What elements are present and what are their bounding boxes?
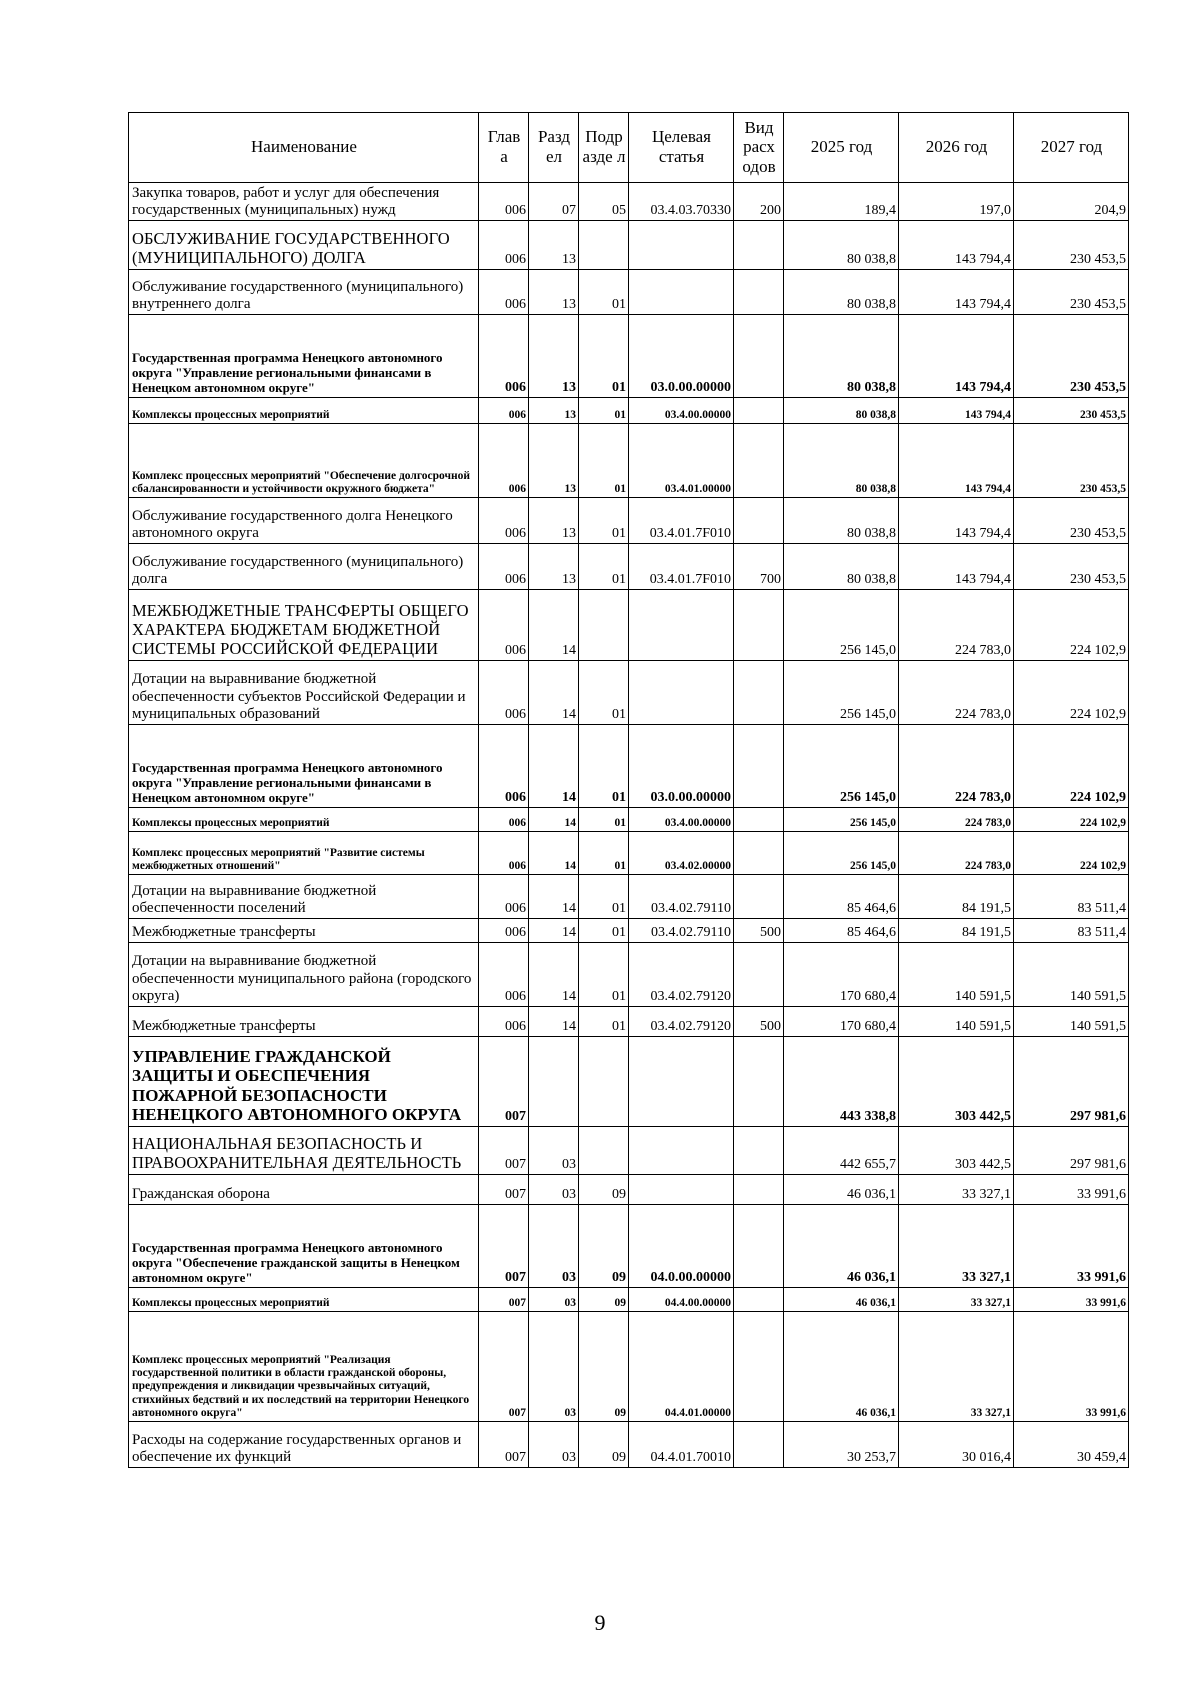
row-podr: 09 bbox=[579, 1175, 629, 1205]
row-razd: 13 bbox=[529, 221, 579, 270]
row-name: Межбюджетные трансферты bbox=[129, 1007, 479, 1037]
row-vid bbox=[734, 1205, 784, 1288]
row-glav: 006 bbox=[479, 661, 529, 725]
row-vid: 200 bbox=[734, 183, 784, 221]
row-razd: 14 bbox=[529, 808, 579, 832]
row-razd: 14 bbox=[529, 661, 579, 725]
row-vid bbox=[734, 1422, 784, 1468]
row-2026: 140 591,5 bbox=[899, 943, 1014, 1007]
header-row bbox=[129, 113, 1129, 183]
row-vid bbox=[734, 1288, 784, 1312]
header-glav: Глав а bbox=[479, 113, 529, 183]
row-glav: 007 bbox=[479, 1312, 529, 1422]
row-2026: 84 191,5 bbox=[899, 919, 1014, 943]
budget-table bbox=[128, 112, 1129, 1468]
row-razd: 07 bbox=[529, 183, 579, 221]
row-2027: 33 991,6 bbox=[1014, 1175, 1129, 1205]
row-vid bbox=[734, 1312, 784, 1422]
page-number: 9 bbox=[594, 1610, 606, 1635]
row-2025: 30 253,7 bbox=[784, 1422, 899, 1468]
header-razd: Разд ел bbox=[529, 113, 579, 183]
row-razd: 03 bbox=[529, 1288, 579, 1312]
table-row bbox=[129, 183, 1129, 221]
row-target: 03.4.01.7F010 bbox=[629, 498, 734, 544]
row-2025: 46 036,1 bbox=[784, 1312, 899, 1422]
row-2026: 143 794,4 bbox=[899, 398, 1014, 424]
row-glav: 006 bbox=[479, 943, 529, 1007]
row-glav: 006 bbox=[479, 270, 529, 315]
row-2025: 256 145,0 bbox=[784, 832, 899, 875]
row-2027: 224 102,9 bbox=[1014, 832, 1129, 875]
table-row bbox=[129, 875, 1129, 919]
row-vid bbox=[734, 661, 784, 725]
row-podr bbox=[579, 590, 629, 661]
table-row bbox=[129, 398, 1129, 424]
row-2027: 230 453,5 bbox=[1014, 498, 1129, 544]
row-2025: 256 145,0 bbox=[784, 661, 899, 725]
table-row bbox=[129, 1175, 1129, 1205]
row-2026: 143 794,4 bbox=[899, 270, 1014, 315]
row-2026: 197,0 bbox=[899, 183, 1014, 221]
row-2025: 256 145,0 bbox=[784, 808, 899, 832]
row-razd: 03 bbox=[529, 1175, 579, 1205]
row-vid: 500 bbox=[734, 919, 784, 943]
row-name: Межбюджетные трансферты bbox=[129, 919, 479, 943]
row-2025: 189,4 bbox=[784, 183, 899, 221]
row-vid bbox=[734, 221, 784, 270]
row-glav: 007 bbox=[479, 1127, 529, 1175]
table-row bbox=[129, 919, 1129, 943]
row-2026: 303 442,5 bbox=[899, 1127, 1014, 1175]
row-target: 03.4.03.70330 bbox=[629, 183, 734, 221]
row-2026: 143 794,4 bbox=[899, 498, 1014, 544]
row-glav: 006 bbox=[479, 498, 529, 544]
row-2025: 80 038,8 bbox=[784, 544, 899, 590]
row-glav: 007 bbox=[479, 1205, 529, 1288]
table-row bbox=[129, 1422, 1129, 1468]
row-podr: 01 bbox=[579, 725, 629, 808]
table-row bbox=[129, 221, 1129, 270]
row-2027: 230 453,5 bbox=[1014, 424, 1129, 498]
row-razd: 13 bbox=[529, 315, 579, 398]
row-2025: 80 038,8 bbox=[784, 221, 899, 270]
row-glav: 007 bbox=[479, 1288, 529, 1312]
row-target: 03.0.00.00000 bbox=[629, 315, 734, 398]
row-vid bbox=[734, 832, 784, 875]
table-row bbox=[129, 1288, 1129, 1312]
header-podr: Подр азде л bbox=[579, 113, 629, 183]
row-name: Комплексы процессных мероприятий bbox=[129, 808, 479, 832]
table-row bbox=[129, 544, 1129, 590]
row-razd: 14 bbox=[529, 875, 579, 919]
row-2027: 224 102,9 bbox=[1014, 590, 1129, 661]
row-razd: 14 bbox=[529, 832, 579, 875]
row-target bbox=[629, 661, 734, 725]
row-podr bbox=[579, 1037, 629, 1127]
row-2027: 83 511,4 bbox=[1014, 919, 1129, 943]
row-2025: 46 036,1 bbox=[784, 1175, 899, 1205]
row-podr: 01 bbox=[579, 315, 629, 398]
row-target: 04.0.00.00000 bbox=[629, 1205, 734, 1288]
row-name: Обслуживание государственного (муниципального) долга bbox=[129, 544, 479, 590]
row-2025: 442 655,7 bbox=[784, 1127, 899, 1175]
row-2025: 85 464,6 bbox=[784, 919, 899, 943]
row-podr: 01 bbox=[579, 544, 629, 590]
row-2026: 33 327,1 bbox=[899, 1205, 1014, 1288]
row-vid: 500 bbox=[734, 1007, 784, 1037]
row-podr bbox=[579, 1127, 629, 1175]
row-glav: 006 bbox=[479, 875, 529, 919]
row-glav: 006 bbox=[479, 1007, 529, 1037]
row-podr: 01 bbox=[579, 270, 629, 315]
row-2027: 297 981,6 bbox=[1014, 1037, 1129, 1127]
row-2027: 230 453,5 bbox=[1014, 544, 1129, 590]
row-target: 03.4.02.79120 bbox=[629, 1007, 734, 1037]
header-target: Целевая статья bbox=[629, 113, 734, 183]
row-glav: 006 bbox=[479, 808, 529, 832]
row-podr: 01 bbox=[579, 875, 629, 919]
table-row bbox=[129, 498, 1129, 544]
row-2026: 224 783,0 bbox=[899, 808, 1014, 832]
table-row bbox=[129, 661, 1129, 725]
row-2025: 443 338,8 bbox=[784, 1037, 899, 1127]
row-podr: 01 bbox=[579, 832, 629, 875]
header-2025: 2025 год bbox=[784, 113, 899, 183]
row-name: Закупка товаров, работ и услуг для обеспечения государственных (муниципальных) нужд bbox=[129, 183, 479, 221]
table-row bbox=[129, 1037, 1129, 1127]
row-razd: 14 bbox=[529, 590, 579, 661]
row-podr: 09 bbox=[579, 1205, 629, 1288]
table-row bbox=[129, 590, 1129, 661]
row-2025: 80 038,8 bbox=[784, 398, 899, 424]
row-podr: 01 bbox=[579, 919, 629, 943]
table-row bbox=[129, 424, 1129, 498]
row-name: Государственная программа Ненецкого автономного округа "Управление региональными финансами в Ненецком автономном округе" bbox=[129, 315, 479, 398]
row-name: Комплекс процессных мероприятий "Реализация государственной политики в области гражданской обороны, предупреждения и ликвидации чрезвычайных ситуаций, стихийных бедствий и их последствий на территории Ненецкого автономного округа" bbox=[129, 1312, 479, 1422]
row-razd: 03 bbox=[529, 1312, 579, 1422]
row-2026: 143 794,4 bbox=[899, 544, 1014, 590]
row-target: 03.4.02.79120 bbox=[629, 943, 734, 1007]
row-target: 04.4.01.00000 bbox=[629, 1312, 734, 1422]
table-row bbox=[129, 832, 1129, 875]
row-2025: 46 036,1 bbox=[784, 1288, 899, 1312]
row-vid bbox=[734, 1127, 784, 1175]
row-razd: 03 bbox=[529, 1127, 579, 1175]
table-row bbox=[129, 1205, 1129, 1288]
row-razd: 14 bbox=[529, 725, 579, 808]
row-vid bbox=[734, 270, 784, 315]
row-2027: 204,9 bbox=[1014, 183, 1129, 221]
row-glav: 006 bbox=[479, 919, 529, 943]
row-2027: 140 591,5 bbox=[1014, 943, 1129, 1007]
row-razd: 03 bbox=[529, 1205, 579, 1288]
row-name: Комплексы процессных мероприятий bbox=[129, 398, 479, 424]
row-vid bbox=[734, 943, 784, 1007]
row-glav: 006 bbox=[479, 725, 529, 808]
row-glav: 006 bbox=[479, 315, 529, 398]
row-2027: 230 453,5 bbox=[1014, 221, 1129, 270]
row-glav: 006 bbox=[479, 832, 529, 875]
row-name: Государственная программа Ненецкого автономного округа "Обеспечение гражданской защиты в Ненецком автономном округе" bbox=[129, 1205, 479, 1288]
row-target: 03.4.00.00000 bbox=[629, 398, 734, 424]
row-target bbox=[629, 270, 734, 315]
row-target: 03.0.00.00000 bbox=[629, 725, 734, 808]
row-2026: 224 783,0 bbox=[899, 725, 1014, 808]
row-2026: 33 327,1 bbox=[899, 1312, 1014, 1422]
table-row bbox=[129, 943, 1129, 1007]
row-podr: 09 bbox=[579, 1422, 629, 1468]
row-2025: 256 145,0 bbox=[784, 590, 899, 661]
row-target bbox=[629, 1175, 734, 1205]
row-razd: 13 bbox=[529, 544, 579, 590]
row-vid bbox=[734, 875, 784, 919]
row-2026: 143 794,4 bbox=[899, 221, 1014, 270]
row-2027: 33 991,6 bbox=[1014, 1205, 1129, 1288]
row-name: Обслуживание государственного (муниципального) внутреннего долга bbox=[129, 270, 479, 315]
row-podr: 01 bbox=[579, 424, 629, 498]
row-name: Обслуживание государственного долга Ненецкого автономного округа bbox=[129, 498, 479, 544]
header-2026: 2026 год bbox=[899, 113, 1014, 183]
row-2026: 143 794,4 bbox=[899, 424, 1014, 498]
row-name: МЕЖБЮДЖЕТНЫЕ ТРАНСФЕРТЫ ОБЩЕГО ХАРАКТЕРА БЮДЖЕТАМ БЮДЖЕТНОЙ СИСТЕМЫ РОССИЙСКОЙ ФЕДЕРАЦИИ bbox=[129, 590, 479, 661]
row-vid bbox=[734, 498, 784, 544]
row-glav: 006 bbox=[479, 424, 529, 498]
row-2027: 140 591,5 bbox=[1014, 1007, 1129, 1037]
table-row bbox=[129, 1007, 1129, 1037]
row-2027: 297 981,6 bbox=[1014, 1127, 1129, 1175]
row-2027: 33 991,6 bbox=[1014, 1312, 1129, 1422]
header-2027: 2027 год bbox=[1014, 113, 1129, 183]
row-name: НАЦИОНАЛЬНАЯ БЕЗОПАСНОСТЬ И ПРАВООХРАНИТЕЛЬНАЯ ДЕЯТЕЛЬНОСТЬ bbox=[129, 1127, 479, 1175]
header-name: Наименование bbox=[129, 113, 479, 183]
row-2027: 33 991,6 bbox=[1014, 1288, 1129, 1312]
row-podr: 01 bbox=[579, 498, 629, 544]
row-name: Комплекс процессных мероприятий "Развитие системы межбюджетных отношений" bbox=[129, 832, 479, 875]
row-2025: 256 145,0 bbox=[784, 725, 899, 808]
row-2026: 140 591,5 bbox=[899, 1007, 1014, 1037]
row-name: УПРАВЛЕНИЕ ГРАЖДАНСКОЙ ЗАЩИТЫ И ОБЕСПЕЧЕНИЯ ПОЖАРНОЙ БЕЗОПАСНОСТИ НЕНЕЦКОГО АВТОНОМНОГО ОКРУГА bbox=[129, 1037, 479, 1127]
row-2027: 224 102,9 bbox=[1014, 725, 1129, 808]
table-row bbox=[129, 725, 1129, 808]
row-podr: 01 bbox=[579, 1007, 629, 1037]
row-name: Дотации на выравнивание бюджетной обеспеченности поселений bbox=[129, 875, 479, 919]
row-target: 04.4.01.70010 bbox=[629, 1422, 734, 1468]
row-2026: 33 327,1 bbox=[899, 1288, 1014, 1312]
row-vid bbox=[734, 398, 784, 424]
row-razd: 13 bbox=[529, 270, 579, 315]
row-glav: 006 bbox=[479, 398, 529, 424]
row-vid bbox=[734, 315, 784, 398]
row-2025: 80 038,8 bbox=[784, 498, 899, 544]
row-2027: 30 459,4 bbox=[1014, 1422, 1129, 1468]
row-target: 03.4.00.00000 bbox=[629, 808, 734, 832]
row-name: ОБСЛУЖИВАНИЕ ГОСУДАРСТВЕННОГО (МУНИЦИПАЛЬНОГО) ДОЛГА bbox=[129, 221, 479, 270]
header-vid: Вид расх одов bbox=[734, 113, 784, 183]
row-2026: 224 783,0 bbox=[899, 590, 1014, 661]
row-name: Расходы на содержание государственных органов и обеспечение их функций bbox=[129, 1422, 479, 1468]
row-podr bbox=[579, 221, 629, 270]
row-name: Комплексы процессных мероприятий bbox=[129, 1288, 479, 1312]
row-2027: 83 511,4 bbox=[1014, 875, 1129, 919]
row-name: Дотации на выравнивание бюджетной обеспеченности муниципального района (городского округа) bbox=[129, 943, 479, 1007]
row-2026: 84 191,5 bbox=[899, 875, 1014, 919]
row-vid: 700 bbox=[734, 544, 784, 590]
row-glav: 007 bbox=[479, 1175, 529, 1205]
row-vid bbox=[734, 1037, 784, 1127]
row-2025: 170 680,4 bbox=[784, 943, 899, 1007]
row-razd: 13 bbox=[529, 398, 579, 424]
row-2027: 224 102,9 bbox=[1014, 661, 1129, 725]
row-2027: 230 453,5 bbox=[1014, 270, 1129, 315]
row-2025: 80 038,8 bbox=[784, 424, 899, 498]
row-razd: 14 bbox=[529, 1007, 579, 1037]
row-glav: 006 bbox=[479, 183, 529, 221]
row-razd: 03 bbox=[529, 1422, 579, 1468]
row-razd: 13 bbox=[529, 498, 579, 544]
row-podr: 01 bbox=[579, 661, 629, 725]
row-2026: 224 783,0 bbox=[899, 661, 1014, 725]
row-target bbox=[629, 1037, 734, 1127]
row-vid bbox=[734, 808, 784, 832]
row-glav: 006 bbox=[479, 544, 529, 590]
row-name: Комплекс процессных мероприятий "Обеспечение долгосрочной сбалансированности и устойчивости окружного бюджета" bbox=[129, 424, 479, 498]
row-target bbox=[629, 590, 734, 661]
row-razd: 14 bbox=[529, 919, 579, 943]
row-vid bbox=[734, 590, 784, 661]
row-2026: 30 016,4 bbox=[899, 1422, 1014, 1468]
row-name: Государственная программа Ненецкого автономного округа "Управление региональными финансами в Ненецком автономном округе" bbox=[129, 725, 479, 808]
row-target: 04.4.00.00000 bbox=[629, 1288, 734, 1312]
row-podr: 09 bbox=[579, 1312, 629, 1422]
row-podr: 01 bbox=[579, 808, 629, 832]
row-target: 03.4.01.7F010 bbox=[629, 544, 734, 590]
row-2025: 170 680,4 bbox=[784, 1007, 899, 1037]
row-2025: 46 036,1 bbox=[784, 1205, 899, 1288]
table-row bbox=[129, 1312, 1129, 1422]
row-podr: 01 bbox=[579, 943, 629, 1007]
row-target: 03.4.02.00000 bbox=[629, 832, 734, 875]
row-2026: 143 794,4 bbox=[899, 315, 1014, 398]
row-vid bbox=[734, 424, 784, 498]
row-2026: 33 327,1 bbox=[899, 1175, 1014, 1205]
row-name: Гражданская оборона bbox=[129, 1175, 479, 1205]
row-razd: 13 bbox=[529, 424, 579, 498]
row-target bbox=[629, 1127, 734, 1175]
table-row bbox=[129, 270, 1129, 315]
row-vid bbox=[734, 1175, 784, 1205]
row-2025: 80 038,8 bbox=[784, 270, 899, 315]
row-glav: 006 bbox=[479, 221, 529, 270]
row-glav: 007 bbox=[479, 1037, 529, 1127]
row-razd bbox=[529, 1037, 579, 1127]
row-2026: 303 442,5 bbox=[899, 1037, 1014, 1127]
row-podr: 09 bbox=[579, 1288, 629, 1312]
table-row bbox=[129, 808, 1129, 832]
row-name: Дотации на выравнивание бюджетной обеспеченности субъектов Российской Федерации и муниципальных образований bbox=[129, 661, 479, 725]
table-row bbox=[129, 1127, 1129, 1175]
row-podr: 01 bbox=[579, 398, 629, 424]
table-row bbox=[129, 315, 1129, 398]
row-2027: 230 453,5 bbox=[1014, 315, 1129, 398]
row-glav: 007 bbox=[479, 1422, 529, 1468]
row-2027: 224 102,9 bbox=[1014, 808, 1129, 832]
row-target: 03.4.01.00000 bbox=[629, 424, 734, 498]
row-2026: 224 783,0 bbox=[899, 832, 1014, 875]
row-vid bbox=[734, 725, 784, 808]
row-target: 03.4.02.79110 bbox=[629, 875, 734, 919]
row-2025: 85 464,6 bbox=[784, 875, 899, 919]
row-razd: 14 bbox=[529, 943, 579, 1007]
row-glav: 006 bbox=[479, 590, 529, 661]
row-podr: 05 bbox=[579, 183, 629, 221]
row-target bbox=[629, 221, 734, 270]
row-2027: 230 453,5 bbox=[1014, 398, 1129, 424]
row-2025: 80 038,8 bbox=[784, 315, 899, 398]
row-target: 03.4.02.79110 bbox=[629, 919, 734, 943]
